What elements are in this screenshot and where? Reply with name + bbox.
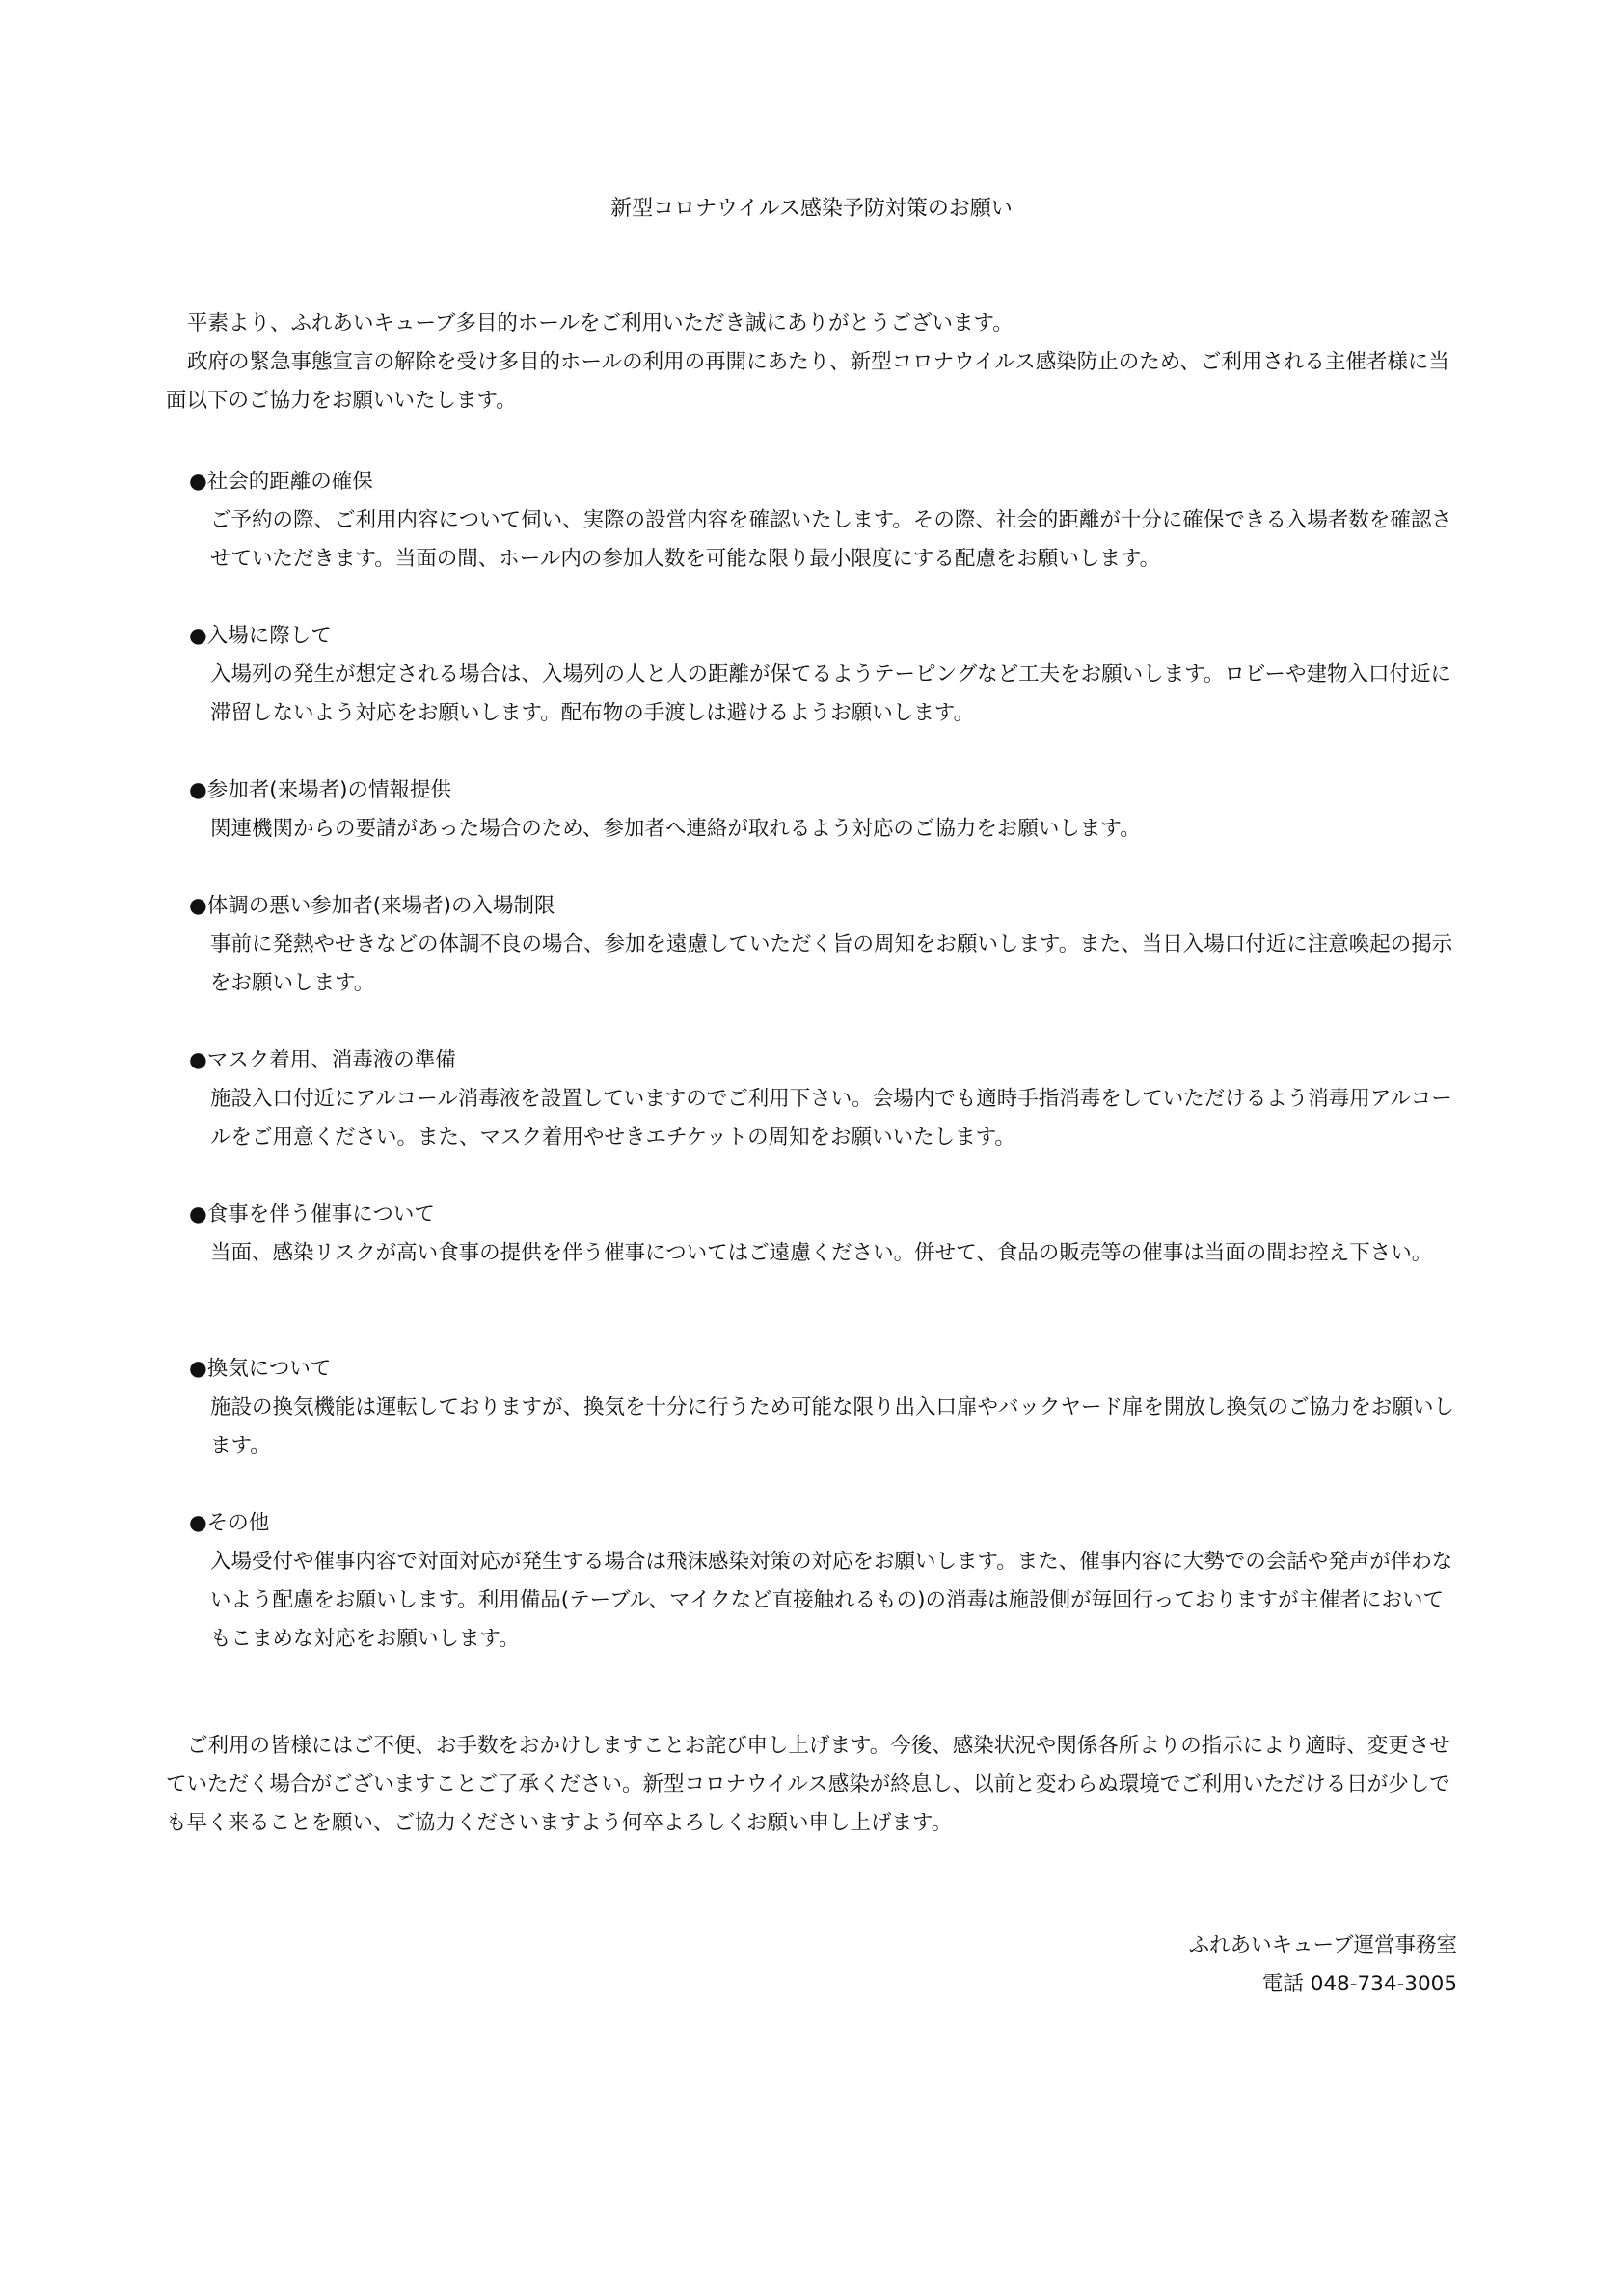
document-title: 新型コロナウイルス感染予防対策のお願い [610, 197, 1013, 221]
section-body: 当面、感染リスクが高い食事の提供を伴う催事についてはご遠慮ください。併せて、食品の販売等の催事は当面の間お控え下さい。 [210, 1241, 1433, 1265]
section-heading: ●社会的距離の確保 [189, 470, 373, 494]
section-heading: ●参加者(来場者)の情報提供 [189, 778, 452, 802]
section-body: 関連機関からの要請があった場合のため、参加者へ連絡が取れるよう対応のご協力をお願いします。 [210, 817, 1141, 841]
section-heading: ●入場に際して [189, 624, 332, 648]
section-body: 施設の換気機能は運転しておりますが、換気を十分に行うため可能な限り出入口扉やバックヤード扉を開放し換気のご協力をお願いします。 [210, 1395, 1455, 1458]
section-body: 施設入口付近にアルコール消毒液を設置していますのでご利用下さい。会場内でも適時手指消毒をしていただけるよう消毒用アルコールをご用意ください。また、マスク着用やせきエチケットの周知をお願いいたします。 [210, 1087, 1452, 1149]
signature-block [1189, 1927, 1457, 2004]
section-heading: ●食事を伴う催事について [189, 1202, 435, 1227]
intro-block [166, 305, 1458, 420]
office-name: ふれあいキューブ運営事務室 [1188, 1933, 1457, 1958]
section-body: ご予約の際、ご利用内容について伺い、実際の設営内容を確認いたします。その際、社会的距離が十分に確保できる入場者数を確認させていただきます。当面の間、ホール内の参加人数を可能な限り最小限度にする配慮をお願いします。 [210, 508, 1452, 571]
section-body: 事前に発熱やせきなどの体調不良の場合、参加を遠慮していただく旨の周知をお願いします。また、当日入場口付近に注意喚起の掲示をお願いします。 [210, 932, 1453, 995]
phone-number: 電話 048-734-3005 [1261, 1972, 1457, 1996]
section-heading: ●体調の悪い参加者(来場者)の入場制限 [189, 894, 555, 918]
intro-paragraph: 平素より、ふれあいキューブ多目的ホールをご利用いただき誠にありがとうございます。 [187, 311, 1014, 336]
section-body: 入場受付や催事内容で対面対応が発生する場合は飛沫感染対策の対応をお願いします。また、催事内容に大勢での会話や発声が伴わないよう配慮をお願いします。利用備品(テーブル、マイクなど直接触れるもの)の消毒は施設側が毎回行っておりますが主催者においてもこまめな対応をお願いします。 [210, 1550, 1453, 1651]
closing-block [166, 1727, 1458, 1843]
section-heading: ●その他 [189, 1511, 270, 1535]
closing-paragraph: ご利用の皆様にはご不便、お手数をおかけしますことお詫び申し上げます。今後、感染状況や関係各所よりの指示により適時、変更させていただく場合がございますことご了承ください。新型コロナウイルス感染が終息し、以前と変わらぬ環境でご利用いただける日が少しでも早く来ることを願い、ご協力くださいますよう何卒よろしくお願い申し上げます。 [166, 1734, 1450, 1835]
intro-paragraph: 政府の緊急事態宣言の解除を受け多目的ホールの利用の再開にあたり、新型コロナウイルス感染防止のため、ご利用される主催者様に当面以下のご協力をお願いいたします。 [166, 350, 1449, 413]
section-body: 入場列の発生が想定される場合は、入場列の人と人の距離が保てるようテーピングなど工夫をお願いします。ロビーや建物入口付近に滞留しないよう対応をお願いします。配布物の手渡しは避けるようお願いします。 [210, 662, 1451, 725]
section-heading: ●マスク着用、消毒液の準備 [189, 1048, 456, 1072]
section-heading: ●換気について [189, 1357, 332, 1381]
